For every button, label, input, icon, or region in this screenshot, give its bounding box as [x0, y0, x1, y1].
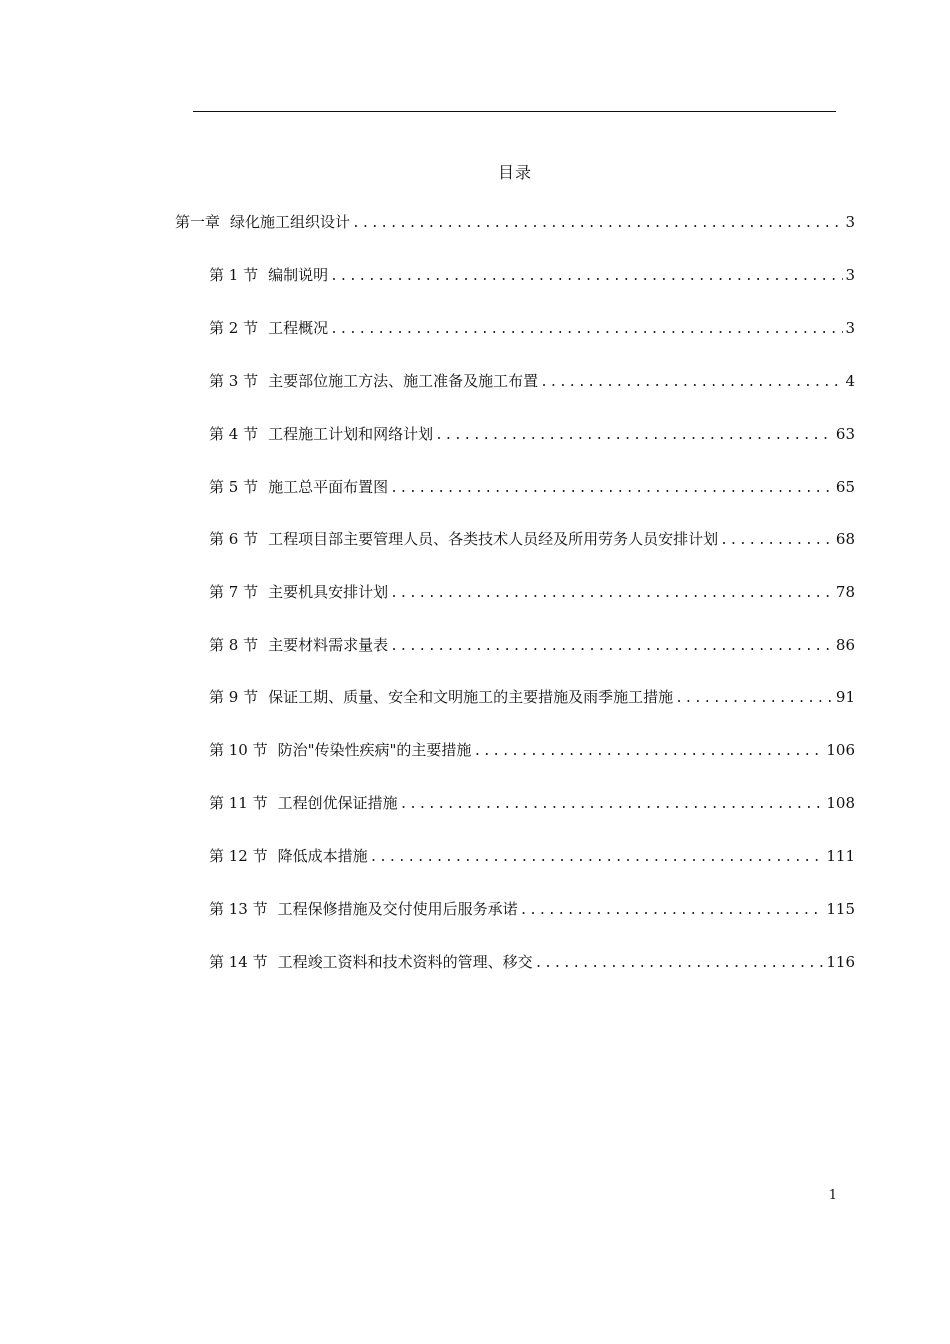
toc-entry-section-1[interactable]: [209, 264, 855, 286]
toc-entry-section-7[interactable]: [209, 581, 855, 603]
entry-page-number: 4: [845, 372, 855, 390]
dot-leader: [390, 636, 834, 658]
dot-leader: [520, 900, 825, 922]
entry-page-number: 63: [835, 425, 855, 443]
entry-title: 工程概况: [268, 319, 329, 337]
entry-section-number: 第 4 节: [209, 425, 259, 443]
dot-leader: [720, 530, 834, 552]
entry-label: [209, 686, 673, 708]
entry-page-number: 91: [835, 688, 855, 706]
entry-title: 工程保修措施及交付使用后服务承诺: [277, 900, 518, 918]
dot-leader: [535, 953, 825, 975]
entry-page-number: 115: [826, 900, 855, 918]
entry-label: [209, 739, 471, 761]
toc-entry-section-13[interactable]: [209, 898, 855, 920]
entry-label: [209, 264, 328, 286]
entry-title: 防治"传染性疾病"的主要措施: [277, 741, 472, 759]
entry-page-number: 3: [845, 319, 855, 337]
toc-entry-section-5[interactable]: [209, 476, 855, 498]
entry-page-number: 78: [835, 583, 855, 601]
dot-leader: [390, 583, 834, 605]
toc-entry-chapter-1[interactable]: [175, 211, 855, 233]
entry-section-number: 第 13 节: [209, 900, 268, 918]
entry-label: [175, 211, 350, 233]
toc-entry-section-8[interactable]: [209, 634, 855, 656]
entry-label: [209, 898, 518, 920]
entry-page-number: 116: [826, 953, 855, 971]
toc-entry-section-14[interactable]: [209, 951, 855, 973]
entry-section-number: 第 3 节: [209, 372, 259, 390]
entry-title: 主要材料需求量表: [268, 636, 389, 654]
entry-page-number: 106: [826, 741, 855, 759]
dot-leader: [330, 266, 843, 288]
toc-entry-section-2[interactable]: [209, 317, 855, 339]
entry-label: [209, 317, 328, 339]
entry-section-number: 第 12 节: [209, 847, 268, 865]
entry-title: 保证工期、质量、安全和文明施工的主要措施及雨季施工措施: [268, 688, 674, 706]
entry-label: [209, 634, 388, 656]
dot-leader: [473, 741, 824, 763]
entry-section-number: 第 5 节: [209, 478, 259, 496]
entry-section-number: 第 2 节: [209, 319, 259, 337]
toc-entry-section-9[interactable]: [209, 686, 855, 708]
entry-title: 编制说明: [268, 266, 329, 284]
entry-title: 降低成本措施: [277, 847, 368, 865]
dot-leader: [390, 478, 834, 500]
entry-section-number: 第一章: [175, 213, 221, 231]
entry-page-number: 3: [845, 213, 855, 231]
toc-entry-section-11[interactable]: [209, 792, 855, 814]
toc-entry-section-3[interactable]: [209, 370, 855, 392]
entry-section-number: 第 7 节: [209, 583, 259, 601]
entry-page-number: 108: [826, 794, 855, 812]
toc-entry-section-4[interactable]: [209, 423, 855, 445]
entry-label: [209, 423, 433, 445]
entry-page-number: 68: [835, 530, 855, 548]
entry-page-number: 65: [835, 478, 855, 496]
entry-label: [209, 845, 368, 867]
dot-leader: [370, 847, 825, 869]
dot-leader: [540, 372, 843, 394]
entry-label: [209, 476, 388, 498]
entry-label: [209, 528, 718, 550]
entry-section-number: 第 6 节: [209, 530, 259, 548]
entry-label: [209, 951, 533, 973]
dot-leader: [352, 213, 843, 235]
dot-leader: [435, 425, 834, 447]
entry-section-number: 第 1 节: [209, 266, 259, 284]
entry-title: 主要机具安排计划: [268, 583, 389, 601]
entry-title: 主要部位施工方法、施工准备及施工布置: [268, 372, 539, 390]
entry-section-number: 第 9 节: [209, 688, 259, 706]
dot-leader: [675, 688, 834, 710]
toc-entry-section-12[interactable]: [209, 845, 855, 867]
entry-section-number: 第 10 节: [209, 741, 268, 759]
dot-leader: [330, 319, 843, 341]
entry-label: [209, 581, 388, 603]
entry-title: 工程竣工资料和技术资料的管理、移交: [277, 953, 533, 971]
entry-title: 工程项目部主要管理人员、各类技术人员经及所用劳务人员安排计划: [268, 530, 719, 548]
entry-section-number: 第 14 节: [209, 953, 268, 971]
entry-section-number: 第 8 节: [209, 636, 259, 654]
toc-entry-section-10[interactable]: [209, 739, 855, 761]
entry-title: 绿化施工组织设计: [230, 213, 351, 231]
entry-page-number: 111: [826, 847, 855, 865]
entry-label: [209, 370, 538, 392]
entry-title: 施工总平面布置图: [268, 478, 389, 496]
entry-label: [209, 792, 398, 814]
entry-page-number: 3: [845, 266, 855, 284]
entry-page-number: 86: [835, 636, 855, 654]
toc-entry-section-6[interactable]: [209, 528, 855, 550]
dot-leader: [400, 794, 825, 816]
entry-title: 工程创优保证措施: [277, 794, 398, 812]
entry-section-number: 第 11 节: [209, 794, 268, 812]
entry-title: 工程施工计划和网络计划: [268, 425, 434, 443]
page-number: 1: [828, 1188, 837, 1203]
toc-title: 目录: [497, 163, 532, 182]
